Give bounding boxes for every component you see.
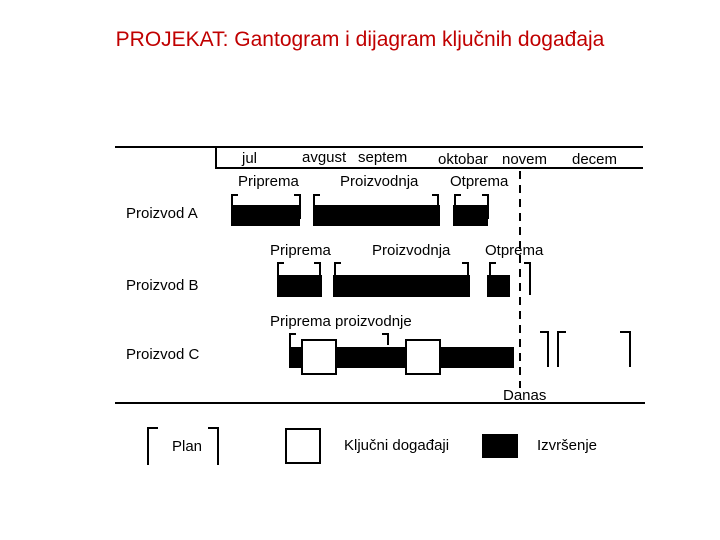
plan-bracket-c-mid bbox=[382, 334, 388, 345]
month-septem: septem bbox=[358, 149, 408, 166]
plan-bracket-b-priprema-start bbox=[278, 263, 284, 289]
plan-bracket-b-otprema-end bbox=[524, 263, 530, 295]
month-decem: decem bbox=[572, 151, 618, 168]
legend-plan-bracket-start bbox=[148, 428, 158, 465]
plan-bracket-a-proizvodnja-end bbox=[432, 195, 438, 219]
month-avgust: avgust bbox=[302, 149, 347, 166]
plan-bracket-a-proizvodnja-start bbox=[314, 195, 320, 219]
plan-bracket-b-proizvodnja-start bbox=[335, 263, 341, 289]
plan-bracket-a-priprema-start bbox=[232, 195, 238, 219]
legend-execution-label: Izvršenje bbox=[537, 437, 598, 454]
legend-plan-label: Plan bbox=[172, 438, 203, 455]
legend-key-events-label: Ključni događaji bbox=[344, 437, 450, 454]
plan-bracket-b-priprema-end bbox=[314, 263, 320, 289]
legend-execution-icon bbox=[482, 434, 518, 458]
month-oktobar: oktobar bbox=[438, 151, 489, 168]
legend-key-event-icon bbox=[285, 428, 321, 464]
month-jul: jul bbox=[242, 150, 258, 167]
plan-bracket-c-start2 bbox=[558, 332, 566, 367]
plan-bracket-b-proizvodnja-end bbox=[462, 263, 468, 289]
phase-label-a-proizvodnja: Proizvodnja bbox=[340, 173, 419, 190]
month-novem: novem bbox=[502, 151, 548, 168]
plan-bracket-a-otprema-end bbox=[482, 195, 488, 219]
phase-label-b-priprema: Priprema bbox=[270, 242, 331, 259]
plan-bracket-c-start bbox=[290, 334, 296, 362]
chart-title: PROJEKAT: Gantogram i dijagram ključnih događaja bbox=[115, 28, 605, 51]
product-label-a: Proizvod A bbox=[126, 205, 198, 222]
plan-bracket-b-otprema-start bbox=[490, 263, 496, 289]
plan-bracket-a-otprema-start bbox=[455, 195, 461, 219]
phase-label-a-otprema: Otprema bbox=[450, 173, 509, 190]
plan-bracket-c-end2 bbox=[620, 332, 630, 367]
phase-label-a-priprema: Priprema bbox=[238, 173, 299, 190]
plan-bracket-a-priprema-end bbox=[294, 195, 300, 219]
phase-label-b-otprema: Otprema bbox=[485, 242, 544, 259]
product-label-b: Proizvod B bbox=[126, 277, 199, 294]
legend-plan-bracket-end bbox=[208, 428, 218, 465]
product-label-c: Proizvod C bbox=[126, 346, 200, 363]
plan-bracket-c-end1 bbox=[540, 332, 548, 367]
today-label: Danas bbox=[503, 387, 547, 404]
phase-label-b-proizvodnja: Proizvodnja bbox=[372, 242, 451, 259]
phase-label-c-priprema-proizvodnje: Priprema proizvodnje bbox=[270, 313, 412, 330]
